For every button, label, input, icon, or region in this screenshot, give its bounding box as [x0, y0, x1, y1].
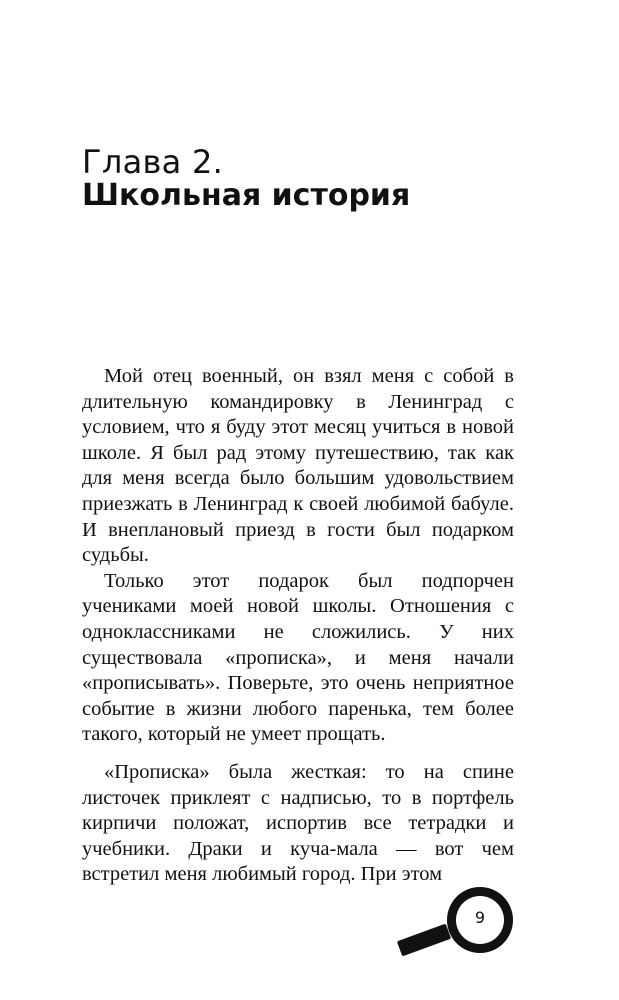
- paragraph: Только этот подарок был подпорчен учениками моей новой школы. Отношения с одноклассниками не сложились. У них существовала «прописка», и меня начали «прописывать». Поверьте, это очень неприятное событие в жизни любого паренька, тем более такого, который не умеет прощать.: [82, 569, 514, 746]
- chapter-number: Глава 2.: [82, 143, 224, 181]
- paragraph: «Прописка» была жесткая: то на спине листочек приклеят с надписью, то в портфель кирпичи положат, испортив все тетрадки и учебники. Драки и куча-мала — вот чем встретил меня любимый город. При этом: [82, 761, 514, 886]
- paragraph: Мой отец военный, он взял меня с собой в длительную командировку в Ленинград с условием, что я буду этот месяц учиться в новой школе. Я был рад этому путешествию, так как для меня всегда было большим удовольствием приезжать в Ленинград к своей любимой бабуле. И внеплановый приезд в гости был подарком судьбы.: [82, 365, 514, 567]
- chapter-title: Школьная история: [82, 178, 411, 213]
- page-number: 9: [474, 908, 486, 927]
- body-text-block-2: [82, 760, 514, 888]
- body-text-block-1: [82, 364, 514, 748]
